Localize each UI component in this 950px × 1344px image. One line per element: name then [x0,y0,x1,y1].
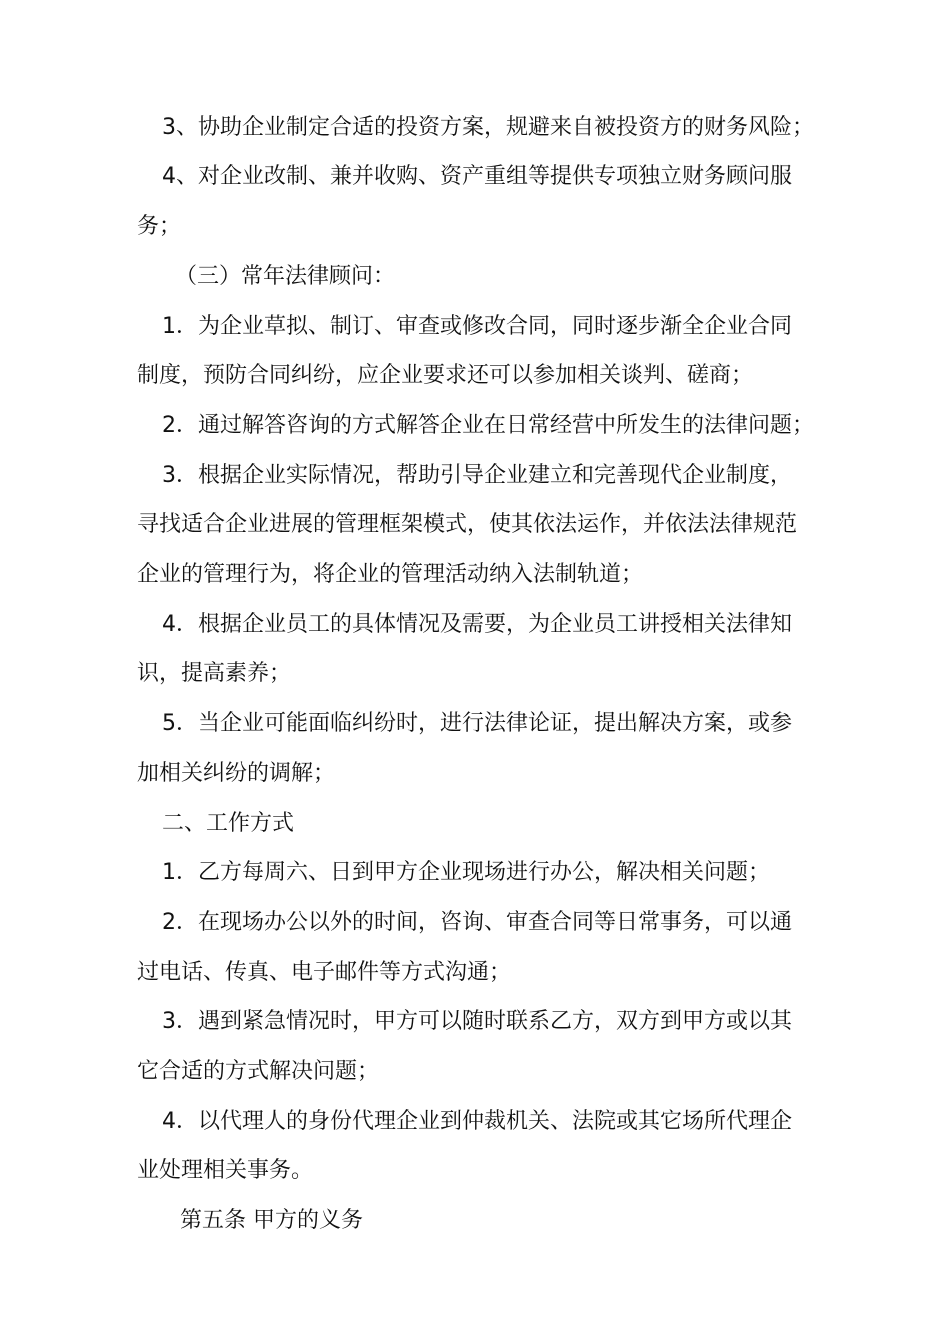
paragraph-line: 2．在现场办公以外的时间，咨询、审查合同等日常事务，可以通 [162,910,792,935]
paragraph-line: 加相关纠纷的调解； [137,761,336,786]
paragraph-line: 业处理相关事务。 [137,1158,314,1183]
paragraph-line: 4．根据企业员工的具体情况及需要，为企业员工讲授相关法律知 [162,612,792,637]
paragraph-line: 3．根据企业实际情况，帮助引导企业建立和完善现代企业制度， [162,463,792,488]
paragraph-line: 务； [137,214,182,239]
section-heading: 二、工作方式 [162,811,295,836]
paragraph-line: 3．遇到紧急情况时，甲方可以随时联系乙方，双方到甲方或以其 [162,1009,792,1034]
paragraph-line: 5．当企业可能面临纠纷时，进行法律论证，提出解决方案，或参 [162,711,792,736]
paragraph-line: 它合适的方式解决问题； [137,1059,380,1084]
paragraph-line: 1．为企业草拟、制订、审查或修改合同，同时逐步渐全企业合同 [162,314,792,339]
paragraph-line: 过电话、传真、电子邮件等方式沟通； [137,960,512,985]
paragraph-line: 识，提高素养； [137,661,292,686]
paragraph-line: 2．通过解答咨询的方式解答企业在日常经营中所发生的法律问题； [162,413,814,438]
paragraph-line: 寻找适合企业进展的管理框架模式，使其依法运作，并依法法律规范 [137,512,798,537]
article-heading: 第五条 甲方的义务 [180,1208,363,1233]
paragraph-line: 4．以代理人的身份代理企业到仲裁机关、法院或其它场所代理企 [162,1109,792,1134]
paragraph-line: 4、对企业改制、兼并收购、资产重组等提供专项独立财务顾问服 [162,164,792,189]
paragraph-line: 企业的管理行为，将企业的管理活动纳入法制轨道； [137,562,644,587]
paragraph-line: 制度，预防合同纠纷，应企业要求还可以参加相关谈判、磋商； [137,363,754,388]
section-heading: （三）常年法律顾问： [175,264,396,289]
paragraph-line: 3、协助企业制定合适的投资方案，规避来自被投资方的财务风险； [162,115,814,140]
paragraph-line: 1．乙方每周六、日到甲方企业现场进行办公，解决相关问题； [162,860,770,885]
